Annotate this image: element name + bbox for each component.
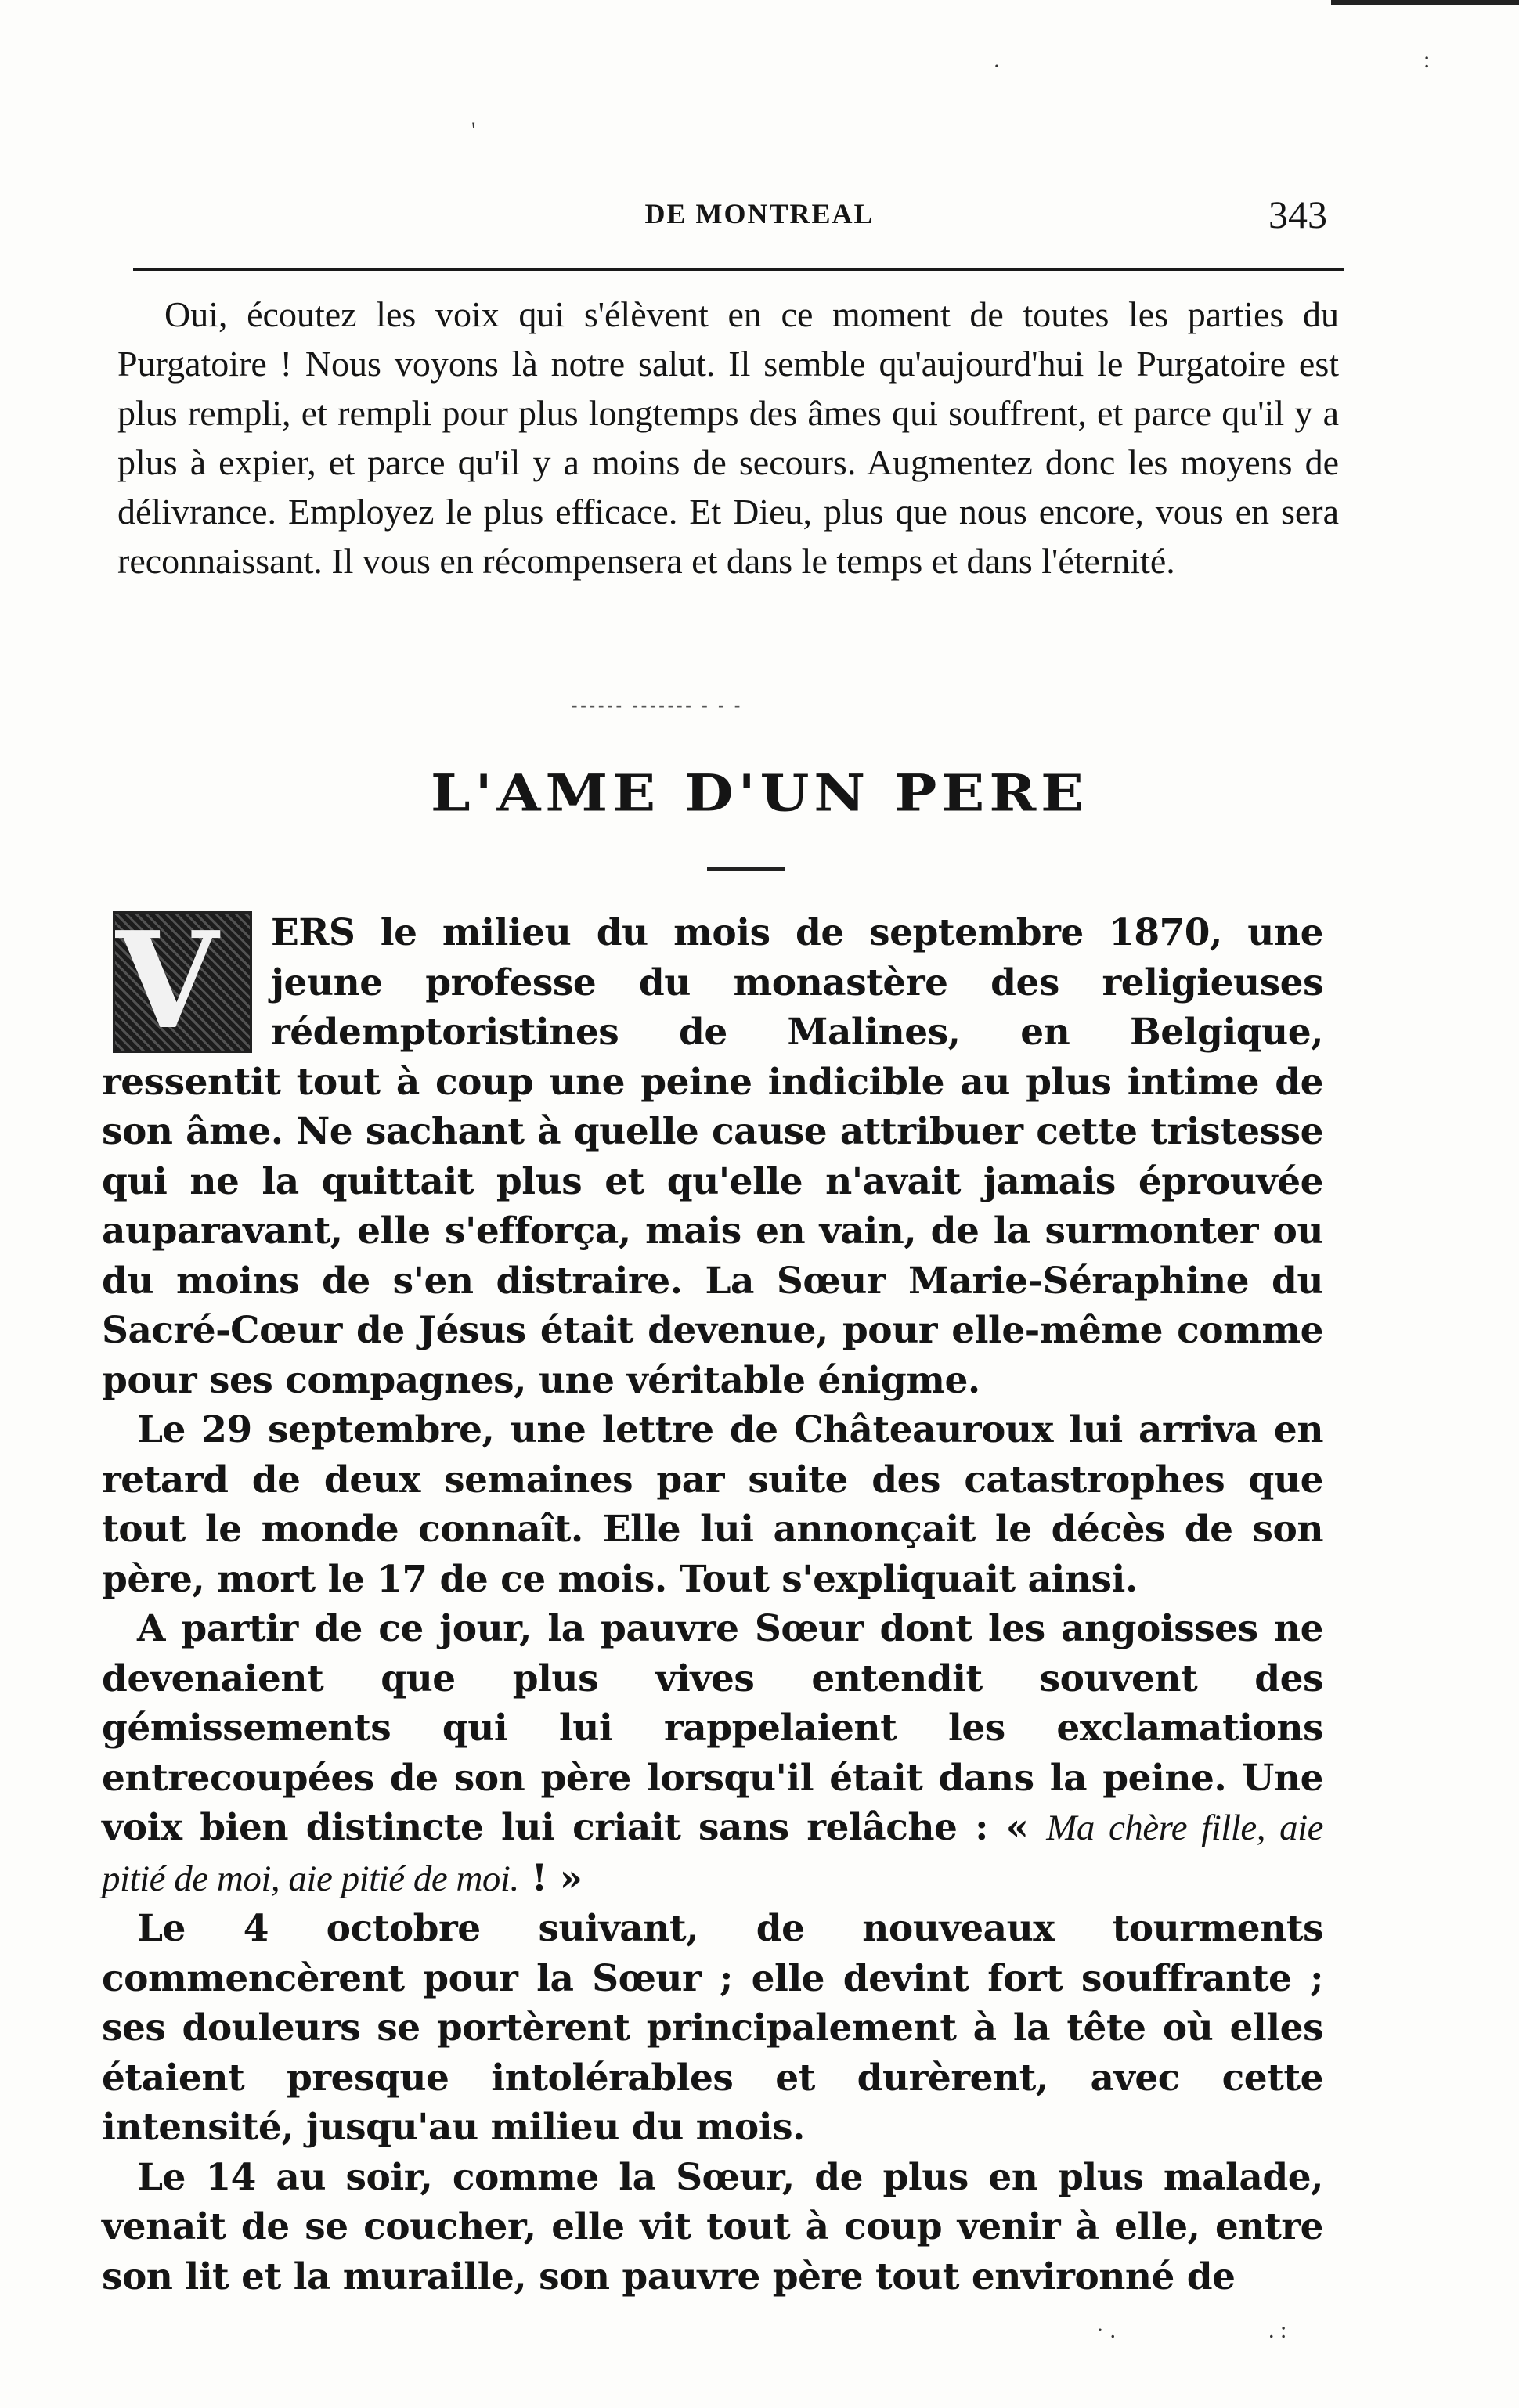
running-header: DE MONTREAL [644, 198, 875, 229]
chapter-title: L'AME D'UN PERE [430, 762, 1089, 823]
quoted-cry: Ma chère fille, aie pitié de moi, aie pitié de moi. [102, 1808, 1323, 1899]
scan-speck: : [1423, 47, 1431, 73]
paragraph: Le 4 octobre suivant, de nouveaux tourments commencèrent pour la Sœur ; elle devint fort souffrante ; ses douleurs se portèrent principalement à la tête où elles étaient presque intolérables et durèrent, avec cette intensité, jusqu'au milieu du mois. [102, 1907, 1323, 2149]
chapter-rule [707, 867, 785, 871]
paragraph: Le 14 au soir, comme la Sœur, de plus en plus malade, venait de se coucher, elle vit tout à coup venir à elle, entre son lit et la muraille, son pauvre père tout environné de [102, 2155, 1323, 2298]
header-rule [133, 268, 1344, 271]
scan-edge-line [1331, 0, 1519, 5]
paragraph [102, 1604, 1323, 1904]
page-number: 343 [1268, 193, 1327, 236]
paragraph-continued [117, 290, 1339, 586]
paragraph-text: A partir de ce jour, la pauvre Sœur dont les angoisses ne devenaient que plus vives entendit souvent des gémissements qui lui rappelaient les exclamations entrecoupées de son père lorsqu'il était dans la peine. Une voix bien distincte lui criait sans relâche : « [102, 1607, 1323, 1849]
opening-paragraph [102, 908, 1323, 1405]
scan-speck: · [993, 53, 1001, 79]
paragraph-text: ! » [518, 1856, 583, 1900]
section-separator: ------ ------- - - - [572, 695, 744, 715]
scan-speck: · . [1096, 2317, 1116, 2343]
chapter-body [102, 908, 1323, 2302]
dropcap-letter: V [115, 911, 218, 1053]
opening-text: ERS le milieu du mois de septembre 1870, une jeune professe du monastère des religieuses rédemptoristines de Malines, en Belgique, ressentit tout à coup une peine indicible au plus intime de son âme. Ne sachant à quelle cause attribuer cette tristesse qui ne la quittait plus et qu'elle n'avait jamais éprouvée auparavant, elle s'efforça, mais en vain, de la surmonter ou du moins de s'en distraire. La Sœur Marie-Séraphine du Sacré-Cœur de Jésus était devenue, pour elle-même comme pour ses compagnes, une véritable énigme. [102, 911, 1323, 1402]
ornamental-dropcap [113, 911, 252, 1053]
paragraph: Le 29 septembre, une lettre de Châteauroux lui arriva en retard de deux semaines par suite des catastrophes que tout le monde connaît. Elle lui annonçait le décès de son père, mort le 17 de ce mois. Tout s'expliquait ainsi. [102, 1408, 1323, 1601]
paragraph-text: Oui, écoutez les voix qui s'élèvent en ce moment de toutes les parties du Purgatoire ! Nous voyons là notre salut. Il semble qu'aujourd'hui le Purgatoire est plus rempli, et rempli pour plus longtemps des âmes qui souffrent, et parce qu'il y a plus à expier, et parce qu'il y a moins de secours. Augmentez donc les moyens de délivrance. Employez le plus efficace. Et Dieu, plus que nous encore, vous en sera reconnaissant. Il vous en récompensera et dans le temps et dans l'éternité. [117, 294, 1339, 581]
scan-speck: ' [471, 117, 476, 143]
scan-speck: . : [1268, 2317, 1287, 2343]
